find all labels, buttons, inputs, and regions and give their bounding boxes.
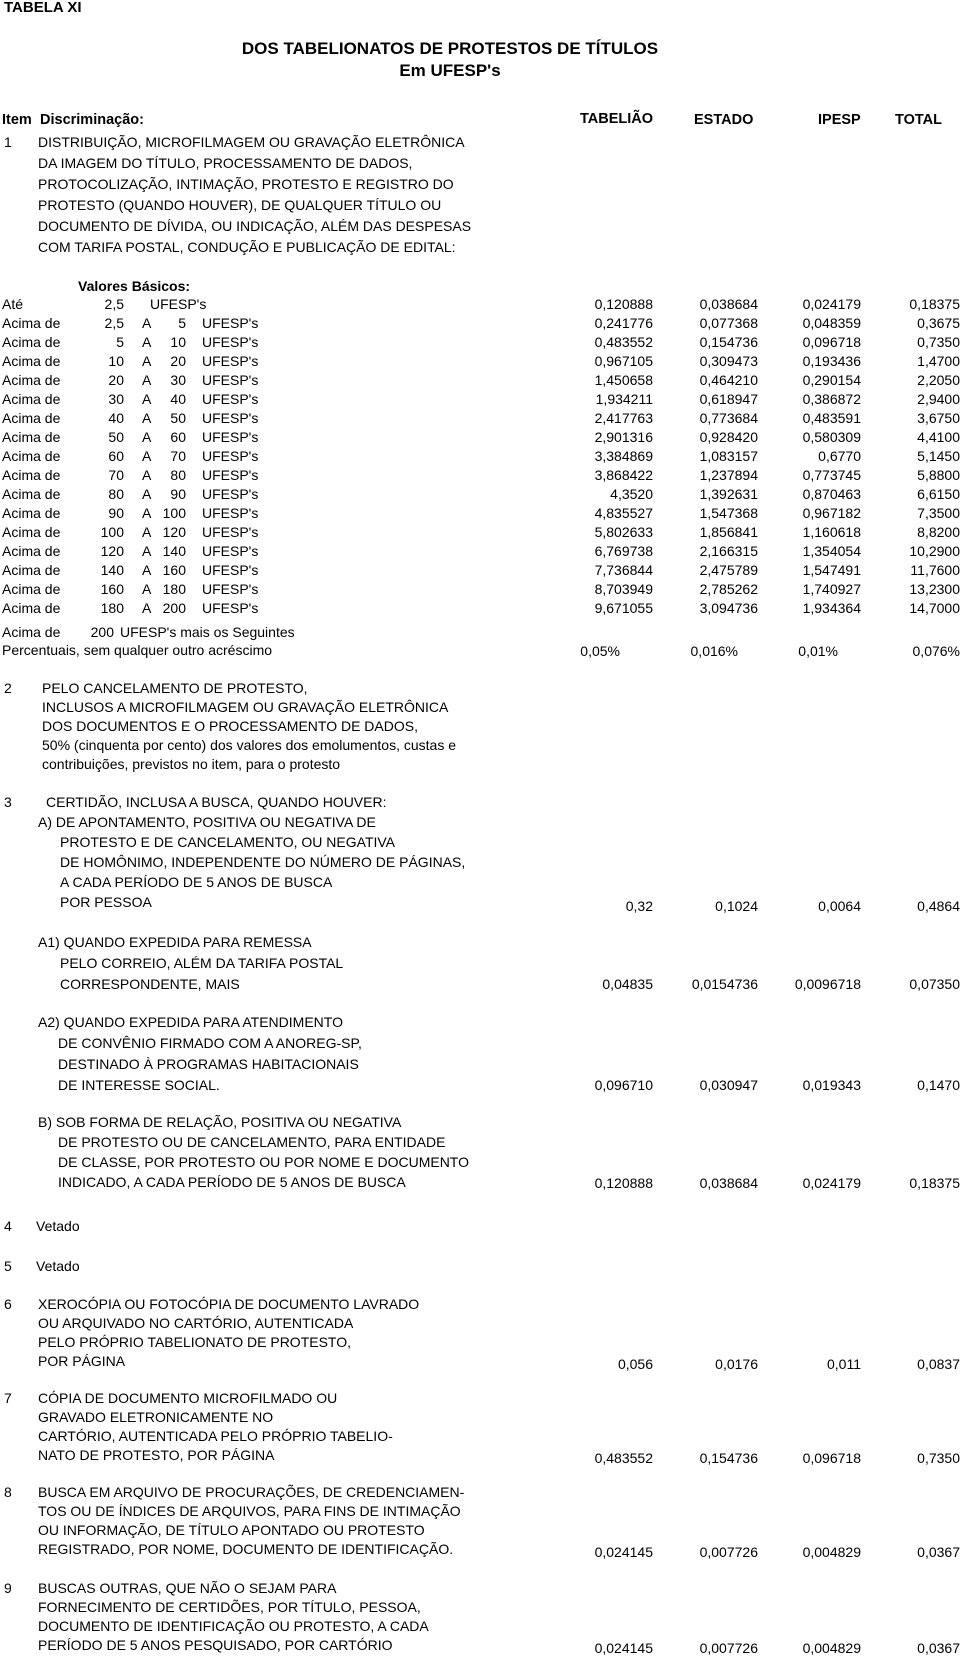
- bracket-ipesp: 1,934364: [802, 600, 861, 616]
- bracket-estado: 0,618947: [699, 391, 758, 407]
- description-line: DE HOMÔNIMO, INDEPENDENTE DO NÚMERO DE PÁGINAS,: [60, 854, 466, 870]
- final-bracket-label: Acima de: [2, 624, 61, 640]
- description-line: INCLUSOS A MICROFILMAGEM OU GRAVAÇÃO ELETRÔNICA: [42, 699, 449, 715]
- description-line: DISTRIBUIÇÃO, MICROFILMAGEM OU GRAVAÇÃO ELETRÔNICA: [38, 134, 465, 150]
- bracket-total: 5,8800: [917, 467, 960, 483]
- value-tabeliao: 0,024145: [594, 1640, 653, 1656]
- description-line: XEROCÓPIA OU FOTOCÓPIA DE DOCUMENTO LAVRADO: [38, 1296, 420, 1312]
- description-line: A1) QUANDO EXPEDIDA PARA REMESSA: [38, 934, 312, 950]
- description-line: OU ARQUIVADO NO CARTÓRIO, AUTENTICADA: [38, 1315, 354, 1331]
- bracket-estado: 0,464210: [699, 372, 758, 388]
- bracket-estado: 1,547368: [699, 505, 758, 521]
- percent-estado: 0,016%: [690, 643, 738, 659]
- description-line: TOS OU DE ÍNDICES DE ARQUIVOS, PARA FINS DE INTIMAÇÃO: [38, 1503, 461, 1519]
- bracket-ipesp: 0,096718: [802, 334, 861, 350]
- bracket-to: 120: [162, 524, 186, 540]
- bracket-unit: UFESP's: [202, 429, 259, 445]
- bracket-estado: 0,928420: [699, 429, 758, 445]
- bracket-total: 13,2300: [909, 581, 960, 597]
- bracket-from: 2,5: [104, 296, 124, 312]
- item5-text: Vetado: [36, 1258, 80, 1274]
- bracket-sep: A: [142, 581, 152, 597]
- bracket-label: Acima de: [2, 581, 61, 597]
- bracket-sep: A: [142, 334, 152, 350]
- bracket-tabeliao: 2,417763: [594, 410, 653, 426]
- value-total: 0,18375: [909, 1175, 960, 1191]
- item-number: 6: [4, 1296, 12, 1312]
- value-tabeliao: 0,024145: [594, 1544, 653, 1560]
- value-total: 0,7350: [917, 1450, 960, 1466]
- table-label: TABELA XI: [4, 0, 82, 16]
- bracket-tabeliao: 8,703949: [594, 581, 653, 597]
- bracket-unit: UFESP's: [202, 334, 259, 350]
- bracket-total: 0,18375: [909, 296, 960, 312]
- bracket-tabeliao: 0,241776: [594, 315, 653, 331]
- bracket-sep: A: [142, 391, 152, 407]
- bracket-sep: A: [142, 315, 152, 331]
- bracket-total: 7,3500: [917, 505, 960, 521]
- description-line: POR PÁGINA: [38, 1353, 126, 1369]
- bracket-from: 90: [108, 505, 124, 521]
- bracket-to: 160: [162, 562, 186, 578]
- bracket-estado: 0,154736: [699, 334, 758, 350]
- value-ipesp: 0,004829: [802, 1544, 861, 1560]
- bracket-label: Acima de: [2, 372, 61, 388]
- bracket-ipesp: 0,024179: [802, 296, 861, 312]
- description-line: contribuições, previstos no item, para o protesto: [42, 756, 341, 772]
- bracket-unit: UFESP's: [202, 372, 259, 388]
- description-line: A CADA PERÍODO DE 5 ANOS DE BUSCA: [60, 874, 333, 890]
- bracket-ipesp: 0,870463: [802, 486, 861, 502]
- value-ipesp: 0,024179: [802, 1175, 861, 1191]
- description-line: PROTESTO (QUANDO HOUVER), DE QUALQUER TÍTULO OU: [38, 197, 442, 213]
- bracket-from: 120: [100, 543, 124, 559]
- bracket-total: 14,7000: [909, 600, 960, 616]
- bracket-sep: A: [142, 410, 152, 426]
- item-number: 9: [4, 1580, 12, 1596]
- bracket-total: 6,6150: [917, 486, 960, 502]
- bracket-from: 60: [108, 448, 124, 464]
- bracket-to: 100: [162, 505, 186, 521]
- valores-basicos-label: Valores Básicos:: [78, 278, 191, 294]
- bracket-estado: 3,094736: [699, 600, 758, 616]
- value-tabeliao: 0,056: [617, 1356, 653, 1372]
- bracket-to: 80: [170, 467, 186, 483]
- bracket-unit: UFESP's: [202, 353, 259, 369]
- bracket-unit: UFESP's: [202, 448, 259, 464]
- description-line: PERÍODO DE 5 ANOS PESQUISADO, POR CARTÓRIO: [38, 1637, 393, 1653]
- bracket-from: 70: [108, 467, 124, 483]
- bracket-tabeliao: 6,769738: [594, 543, 653, 559]
- final-bracket-text: UFESP's mais os Seguintes: [120, 624, 295, 640]
- bracket-ipesp: 0,386872: [802, 391, 861, 407]
- bracket-label: Acima de: [2, 448, 61, 464]
- description-line: DOS DOCUMENTOS E O PROCESSAMENTO DE DADOS,: [42, 718, 418, 734]
- bracket-total: 1,4700: [917, 353, 960, 369]
- bracket-to: 60: [170, 429, 186, 445]
- final-bracket-from: 200: [90, 624, 114, 640]
- bracket-from: 40: [108, 410, 124, 426]
- bracket-label: Acima de: [2, 543, 61, 559]
- description-line: 50% (cinquenta por cento) dos valores dos emolumentos, custas e: [42, 737, 457, 753]
- header-tabeliao: TABELIÃO: [580, 111, 654, 127]
- bracket-estado: 2,475789: [699, 562, 758, 578]
- description-line: DOCUMENTO DE DÍVIDA, OU INDICAÇÃO, ALÉM DAS DESPESAS: [38, 218, 472, 234]
- value-tabeliao: 0,04835: [602, 976, 653, 992]
- value-estado: 0,0176: [715, 1356, 758, 1372]
- value-estado: 0,038684: [699, 1175, 758, 1191]
- bracket-unit: UFESP's: [202, 315, 259, 331]
- bracket-from: 80: [108, 486, 124, 502]
- bracket-label: Acima de: [2, 524, 61, 540]
- bracket-unit: UFESP's: [202, 410, 259, 426]
- bracket-to: 90: [170, 486, 186, 502]
- bracket-estado: 1,856841: [699, 524, 758, 540]
- value-ipesp: 0,004829: [802, 1640, 861, 1656]
- item4-text: Vetado: [36, 1218, 80, 1234]
- bracket-sep: A: [142, 543, 152, 559]
- bracket-from: 2,5: [104, 315, 124, 331]
- bracket-tabeliao: 2,901316: [594, 429, 653, 445]
- description-line: NATO DE PROTESTO, POR PÁGINA: [38, 1447, 275, 1463]
- bracket-label: Acima de: [2, 505, 61, 521]
- percent-total: 0,076%: [912, 643, 960, 659]
- bracket-tabeliao: 3,868422: [594, 467, 653, 483]
- bracket-from: 30: [108, 391, 124, 407]
- percent-label: Percentuais, sem qualquer outro acréscimo: [2, 642, 273, 658]
- bracket-to: 40: [170, 391, 186, 407]
- value-estado: 0,030947: [699, 1077, 758, 1093]
- header-discriminacao: Discriminação:: [40, 112, 144, 128]
- value-tabeliao: 0,32: [625, 898, 653, 914]
- bracket-to: 180: [162, 581, 186, 597]
- bracket-label: Acima de: [2, 315, 61, 331]
- bracket-ipesp: 0,193436: [802, 353, 861, 369]
- description-line: BUSCA EM ARQUIVO DE PROCURAÇÕES, DE CREDENCIAMEN-: [38, 1484, 465, 1500]
- bracket-label: Acima de: [2, 391, 61, 407]
- bracket-tabeliao: 4,835527: [594, 505, 653, 521]
- description-line: A) DE APONTAMENTO, POSITIVA OU NEGATIVA DE: [38, 814, 376, 830]
- description-line: PROTOCOLIZAÇÃO, INTIMAÇÃO, PROTESTO E REGISTRO DO: [38, 176, 454, 192]
- description-line: DE INTERESSE SOCIAL.: [58, 1077, 220, 1093]
- bracket-tabeliao: 1,450658: [594, 372, 653, 388]
- page-title: DOS TABELIONATOS DE PROTESTOS DE TÍTULOS: [241, 39, 659, 58]
- description-line: CORRESPONDENTE, MAIS: [60, 976, 240, 992]
- bracket-ipesp: 1,160618: [802, 524, 861, 540]
- bracket-unit: UFESP's: [202, 581, 259, 597]
- bracket-unit: UFESP's: [202, 543, 259, 559]
- description-line: OU INFORMAÇÃO, DE TÍTULO APONTADO OU PROTESTO: [38, 1522, 425, 1538]
- value-estado: 0,154736: [699, 1450, 758, 1466]
- value-estado: 0,007726: [699, 1544, 758, 1560]
- value-total: 0,0837: [917, 1356, 960, 1372]
- description-line: REGISTRADO, POR NOME, DOCUMENTO DE IDENTIFICAÇÃO.: [38, 1541, 454, 1557]
- bracket-estado: 1,083157: [699, 448, 758, 464]
- bracket-tabeliao: 7,736844: [594, 562, 653, 578]
- bracket-ipesp: 0,773745: [802, 467, 861, 483]
- bracket-tabeliao: 0,483552: [594, 334, 653, 350]
- item-number: 3: [4, 794, 12, 810]
- bracket-estado: 0,038684: [699, 296, 758, 312]
- bracket-label: Acima de: [2, 334, 61, 350]
- description-line: POR PESSOA: [60, 894, 152, 910]
- bracket-from: 50: [108, 429, 124, 445]
- description-line: FORNECIMENTO DE CERTIDÕES, POR TÍTULO, PESSOA,: [38, 1599, 421, 1615]
- bracket-ipesp: 0,048359: [802, 315, 861, 331]
- value-tabeliao: 0,483552: [594, 1450, 653, 1466]
- bracket-ipesp: 0,483591: [802, 410, 861, 426]
- value-tabeliao: 0,120888: [594, 1175, 653, 1191]
- bracket-to: 10: [170, 334, 186, 350]
- value-ipesp: 0,0064: [818, 898, 861, 914]
- bracket-total: 2,9400: [917, 391, 960, 407]
- value-tabeliao: 0,096710: [594, 1077, 653, 1093]
- value-total: 0,07350: [909, 976, 960, 992]
- bracket-tabeliao: 0,967105: [594, 353, 653, 369]
- bracket-ipesp: 1,740927: [802, 581, 861, 597]
- bracket-total: 8,8200: [917, 524, 960, 540]
- bracket-label: Acima de: [2, 353, 61, 369]
- description-line: DE CONVÊNIO FIRMADO COM A ANOREG-SP,: [58, 1035, 362, 1051]
- description-line: DE CLASSE, POR PROTESTO OU POR NOME E DOCUMENTO: [58, 1154, 469, 1170]
- bracket-to: 20: [170, 353, 186, 369]
- bracket-total: 0,7350: [917, 334, 960, 350]
- description-line: PELO CORREIO, ALÉM DA TARIFA POSTAL: [60, 955, 344, 971]
- percent-tabeliao: 0,05%: [580, 643, 620, 659]
- description-line: COM TARIFA POSTAL, CONDUÇÃO E PUBLICAÇÃO DE EDITAL:: [38, 239, 456, 255]
- value-ipesp: 0,096718: [802, 1450, 861, 1466]
- description-line: A2) QUANDO EXPEDIDA PARA ATENDIMENTO: [38, 1014, 343, 1030]
- bracket-to: 5: [178, 315, 186, 331]
- bracket-to: 200: [162, 600, 186, 616]
- description-line: PROTESTO E DE CANCELAMENTO, OU NEGATIVA: [60, 834, 396, 850]
- item-number: 4: [4, 1218, 12, 1234]
- description-line: B) SOB FORMA DE RELAÇÃO, POSITIVA OU NEGATIVA: [38, 1114, 402, 1130]
- bracket-sep: A: [142, 429, 152, 445]
- bracket-to: 70: [170, 448, 186, 464]
- description-line: GRAVADO ELETRONICAMENTE NO: [38, 1409, 274, 1425]
- bracket-from: 140: [100, 562, 124, 578]
- value-total: 0,4864: [917, 898, 960, 914]
- bracket-tabeliao: 1,934211: [595, 391, 653, 407]
- bracket-unit: UFESP's: [202, 524, 259, 540]
- bracket-total: 0,3675: [917, 315, 960, 331]
- value-ipesp: 0,011: [827, 1356, 861, 1372]
- bracket-unit: UFESP's: [202, 600, 259, 616]
- item-number: 5: [4, 1258, 12, 1274]
- bracket-sep: A: [142, 372, 152, 388]
- bracket-tabeliao: 9,671055: [594, 600, 653, 616]
- bracket-tabeliao: 4,3520: [610, 486, 653, 502]
- item-number: 1: [4, 134, 12, 150]
- bracket-sep: A: [142, 448, 152, 464]
- bracket-unit: UFESP's: [202, 562, 259, 578]
- bracket-label: Acima de: [2, 600, 61, 616]
- bracket-estado: 1,392631: [699, 486, 758, 502]
- bracket-label: Acima de: [2, 429, 61, 445]
- bracket-ipesp: 0,967182: [802, 505, 861, 521]
- bracket-tabeliao: 0,120888: [594, 296, 653, 312]
- bracket-estado: 0,077368: [699, 315, 758, 331]
- bracket-to: 140: [162, 543, 186, 559]
- description-line: PELO CANCELAMENTO DE PROTESTO,: [42, 680, 308, 696]
- percent-ipesp: 0,01%: [798, 643, 838, 659]
- bracket-estado: 1,237894: [699, 467, 758, 483]
- bracket-total: 11,7600: [910, 562, 960, 578]
- description-line: CÓPIA DE DOCUMENTO MICROFILMADO OU: [38, 1390, 338, 1406]
- value-estado: 0,1024: [715, 898, 758, 914]
- bracket-estado: 2,785262: [699, 581, 758, 597]
- header-ipesp: IPESP: [818, 112, 861, 128]
- bracket-from: 5: [116, 334, 124, 350]
- bracket-ipesp: 0,580309: [802, 429, 861, 445]
- description-line: PELO PRÓPRIO TABELIONATO DE PROTESTO,: [38, 1334, 352, 1350]
- bracket-total: 2,2050: [917, 372, 960, 388]
- bracket-ipesp: 1,354054: [802, 543, 861, 559]
- bracket-unit: UFESP's: [150, 296, 207, 312]
- bracket-label: Acima de: [2, 467, 61, 483]
- bracket-from: 20: [108, 372, 124, 388]
- bracket-estado: 2,166315: [699, 543, 758, 559]
- bracket-unit: UFESP's: [202, 505, 259, 521]
- bracket-estado: 0,309473: [699, 353, 758, 369]
- bracket-from: 180: [100, 600, 124, 616]
- bracket-to: 50: [170, 410, 186, 426]
- bracket-sep: A: [142, 562, 152, 578]
- bracket-sep: A: [142, 505, 152, 521]
- value-total: 0,1470: [917, 1077, 960, 1093]
- bracket-tabeliao: 3,384869: [594, 448, 653, 464]
- description-line: DE PROTESTO OU DE CANCELAMENTO, PARA ENTIDADE: [58, 1134, 446, 1150]
- bracket-label: Acima de: [2, 486, 61, 502]
- item3-heading: CERTIDÃO, INCLUSA A BUSCA, QUANDO HOUVER:: [46, 794, 387, 810]
- bracket-total: 3,6750: [917, 410, 960, 426]
- bracket-ipesp: 1,547491: [802, 562, 861, 578]
- description-line: DOCUMENTO DE IDENTIFICAÇÃO OU PROTESTO, A CADA: [38, 1618, 429, 1634]
- bracket-to: 30: [170, 372, 186, 388]
- bracket-total: 10,2900: [909, 543, 960, 559]
- bracket-sep: A: [142, 353, 152, 369]
- value-estado: 0,0154736: [691, 976, 758, 992]
- bracket-label: Até: [2, 296, 24, 312]
- bracket-from: 10: [108, 353, 124, 369]
- description-line: INDICADO, A CADA PERÍODO DE 5 ANOS DE BUSCA: [58, 1174, 406, 1190]
- bracket-label: Acima de: [2, 410, 61, 426]
- description-line: DESTINADO À PROGRAMAS HABITACIONAIS: [58, 1056, 359, 1072]
- header-estado: ESTADO: [694, 112, 754, 128]
- bracket-label: Acima de: [2, 562, 61, 578]
- bracket-sep: A: [142, 467, 152, 483]
- item-number: 2: [4, 680, 12, 696]
- bracket-sep: A: [142, 486, 152, 502]
- bracket-ipesp: 0,290154: [802, 372, 861, 388]
- item-number: 8: [4, 1484, 12, 1500]
- bracket-unit: UFESP's: [202, 391, 259, 407]
- value-total: 0,0367: [917, 1544, 960, 1560]
- bracket-unit: UFESP's: [202, 486, 259, 502]
- bracket-from: 160: [100, 581, 124, 597]
- bracket-tabeliao: 5,802633: [594, 524, 653, 540]
- item-number: 7: [4, 1390, 12, 1406]
- page-subtitle: Em UFESP's: [399, 61, 501, 80]
- bracket-total: 4,4100: [917, 429, 960, 445]
- value-ipesp: 0,019343: [802, 1077, 861, 1093]
- description-line: CARTÓRIO, AUTENTICADA PELO PRÓPRIO TABELIO-: [38, 1428, 393, 1444]
- value-ipesp: 0,0096718: [794, 976, 861, 992]
- bracket-total: 5,1450: [917, 448, 960, 464]
- bracket-estado: 0,773684: [699, 410, 758, 426]
- header-item: Item: [2, 112, 32, 128]
- bracket-sep: A: [142, 600, 152, 616]
- bracket-unit: UFESP's: [202, 467, 259, 483]
- description-line: BUSCAS OUTRAS, QUE NÃO O SEJAM PARA: [38, 1580, 337, 1596]
- bracket-from: 100: [100, 524, 124, 540]
- header-total: TOTAL: [895, 112, 942, 128]
- bracket-sep: A: [142, 524, 152, 540]
- value-total: 0,0367: [917, 1640, 960, 1656]
- bracket-ipesp: 0,6770: [818, 448, 861, 464]
- description-line: DA IMAGEM DO TÍTULO, PROCESSAMENTO DE DADOS,: [38, 155, 413, 171]
- value-estado: 0,007726: [699, 1640, 758, 1656]
